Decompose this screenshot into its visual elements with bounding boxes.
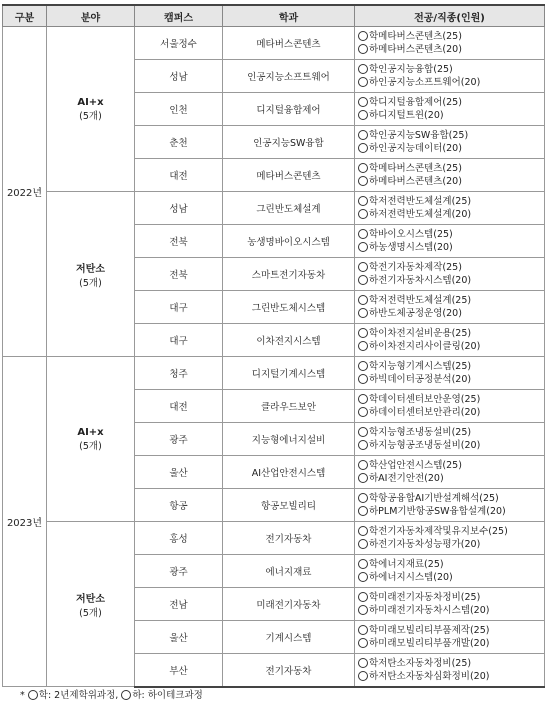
circle-icon: [358, 539, 368, 549]
major-line: [358, 76, 544, 89]
majors-cell: [355, 588, 545, 621]
table-row: [3, 192, 545, 225]
major-line: [358, 459, 544, 472]
dept-cell: 기계시스템: [223, 621, 355, 654]
dept-cell: 농생명바이오시스템: [223, 225, 355, 258]
circle-icon: [358, 374, 368, 384]
circle-icon: [358, 308, 368, 318]
majors-cell: [355, 291, 545, 324]
dept-cell: 이차전지시스템: [223, 324, 355, 357]
major-line: [358, 340, 544, 353]
circle-icon: [358, 559, 368, 569]
header-dept: 학과: [223, 5, 355, 27]
majors-cell: [355, 192, 545, 225]
major-line: [358, 261, 544, 274]
major-text: 학이차전지설비운용(25): [369, 328, 472, 339]
field-cell: [47, 522, 135, 687]
majors-cell: [355, 258, 545, 291]
major-line: [358, 525, 544, 538]
major-text: 하빅데이터공정분석(20): [369, 374, 472, 385]
major-text: 하지능형공조냉동설비(20): [369, 440, 481, 451]
campus-cell: 인천: [135, 93, 223, 126]
circle-icon: [358, 361, 368, 371]
major-line: [358, 558, 544, 571]
circle-icon: [358, 394, 368, 404]
dept-cell: 미래전기자동차: [223, 588, 355, 621]
circle-icon: [358, 625, 368, 635]
major-text: 하이차전지리사이클링(20): [369, 341, 481, 352]
dept-cell: 디지털융합제어: [223, 93, 355, 126]
major-text: 학지능형기계시스템(25): [369, 361, 472, 372]
campus-cell: 춘천: [135, 126, 223, 159]
major-text: 학디지털융합제어(25): [369, 97, 462, 108]
campus-cell: 전북: [135, 225, 223, 258]
campus-cell: 대전: [135, 159, 223, 192]
major-text: 학지능형조냉동설비(25): [369, 427, 472, 438]
major-line: [358, 175, 544, 188]
major-text: 학데이터센터보안운영(25): [369, 394, 481, 405]
campus-cell: 대전: [135, 390, 223, 423]
major-line: [358, 604, 544, 617]
majors-cell: [355, 654, 545, 687]
circle-icon: [358, 341, 368, 351]
circle-icon: [358, 64, 368, 74]
campus-cell: 전북: [135, 258, 223, 291]
circle-icon: [358, 242, 368, 252]
dept-cell: 인공지능소프트웨어: [223, 60, 355, 93]
circle-icon: [358, 130, 368, 140]
dept-cell: 인공지능SW융합: [223, 126, 355, 159]
circle-icon: [358, 493, 368, 503]
major-text: 학미래전기자동차정비(25): [369, 592, 481, 603]
majors-cell: [355, 159, 545, 192]
field-cell: [47, 357, 135, 522]
major-text: 하데이터센터보안관리(20): [369, 407, 481, 418]
major-line: [358, 96, 544, 109]
major-text: 학저전력반도체설계(25): [369, 196, 472, 207]
circle-icon: [358, 407, 368, 417]
circle-icon: [358, 262, 368, 272]
year-cell: 2022년: [3, 27, 47, 357]
circle-icon: [358, 97, 368, 107]
circle-icon: [358, 275, 368, 285]
campus-cell: 대구: [135, 324, 223, 357]
field-count: (5개): [79, 110, 102, 122]
major-line: [358, 505, 544, 518]
circle-icon: [358, 526, 368, 536]
major-line: [358, 208, 544, 221]
major-line: [358, 43, 544, 56]
major-text: 학저전력반도체설계(25): [369, 295, 472, 306]
major-line: [358, 195, 544, 208]
header-campus: 캠퍼스: [135, 5, 223, 27]
circle-icon: [358, 163, 368, 173]
footnote: [20, 687, 203, 701]
majors-cell: [355, 522, 545, 555]
major-text: 하인공지능데이터(20): [369, 143, 462, 154]
major-text: 하메타버스콘텐츠(20): [369, 44, 462, 55]
major-line: [358, 30, 544, 43]
dept-cell: 디지털기계시스템: [223, 357, 355, 390]
majors-cell: [355, 60, 545, 93]
major-text: 하AI전기안전(20): [369, 473, 444, 484]
major-text: 학바이오시스템(25): [369, 229, 453, 240]
circle-icon: [358, 44, 368, 54]
campus-cell: 울산: [135, 456, 223, 489]
major-line: [358, 439, 544, 452]
major-line: [358, 538, 544, 551]
circle-icon: [358, 196, 368, 206]
header-row: [3, 5, 545, 27]
dept-cell: 그린반도체시스템: [223, 291, 355, 324]
major-text: 학저탄소자동차정비(25): [369, 657, 472, 669]
major-text: 하전기자동차성능평가(20): [369, 539, 481, 550]
circle-icon: [358, 440, 368, 450]
field-name: AI+x: [77, 426, 104, 438]
circle-icon: [358, 209, 368, 219]
major-line: [358, 360, 544, 373]
campus-cell: 성남: [135, 192, 223, 225]
dept-cell: 그린반도체설계: [223, 192, 355, 225]
major-text: 하미래모빌리티부품개발(20): [369, 638, 490, 649]
major-line: [358, 129, 544, 142]
majors-cell: [355, 555, 545, 588]
field-name: AI+x: [77, 96, 104, 108]
campus-cell: 대구: [135, 291, 223, 324]
header-gubun: 구분: [3, 5, 47, 27]
footnote-part1: 학: 2년제학위과정,: [38, 690, 119, 701]
major-line: [358, 241, 544, 254]
major-line: [358, 426, 544, 439]
field-count: (5개): [79, 607, 102, 619]
campus-cell: 청주: [135, 357, 223, 390]
circle-icon: [28, 690, 38, 700]
circle-icon: [358, 638, 368, 648]
major-line: [358, 393, 544, 406]
major-line: [358, 109, 544, 122]
circle-icon: [358, 77, 368, 87]
major-line: [358, 162, 544, 175]
campus-cell: 광주: [135, 423, 223, 456]
majors-cell: [355, 456, 545, 489]
campus-cell: 성남: [135, 60, 223, 93]
major-line: [358, 307, 544, 320]
circle-icon: [358, 31, 368, 41]
major-text: 학전기자동차제작및유지보수(25): [369, 526, 508, 537]
field-cell: [47, 192, 135, 357]
majors-cell: [355, 489, 545, 522]
major-text: 학미래모빌리티부품제작(25): [369, 625, 490, 636]
circle-icon: [358, 460, 368, 470]
majors-cell: [355, 93, 545, 126]
major-line: [358, 373, 544, 386]
major-text: 하디지털트윈(20): [369, 110, 444, 121]
majors-cell: [355, 357, 545, 390]
header-majors: 전공/직종(인원): [355, 5, 545, 27]
major-line: [358, 63, 544, 76]
major-line: [358, 274, 544, 287]
footnote-part2: 하: 하이테크과정: [132, 690, 203, 701]
major-text: 학항공융합AI기반설계해석(25): [369, 493, 499, 504]
campus-cell: 전남: [135, 588, 223, 621]
major-line: [358, 472, 544, 485]
majors-cell: [355, 390, 545, 423]
major-text: 하반도체공정운영(20): [369, 308, 462, 319]
majors-cell: [355, 225, 545, 258]
major-line: [358, 142, 544, 155]
dept-cell: 메타버스콘텐츠: [223, 27, 355, 60]
major-text: 학인공지능SW융합(25): [369, 130, 469, 141]
major-line: [358, 228, 544, 241]
circle-icon: [358, 572, 368, 582]
major-line: [358, 571, 544, 584]
circle-icon: [121, 690, 131, 700]
footnote-star: *: [20, 690, 25, 701]
majors-cell: [355, 324, 545, 357]
campus-cell: 울산: [135, 621, 223, 654]
field-count: (5개): [79, 277, 102, 289]
major-text: 학메타버스콘텐츠(25): [369, 31, 462, 42]
field-cell: [47, 27, 135, 192]
field-name: 저탄소: [76, 593, 105, 605]
header-field: 분야: [47, 5, 135, 27]
major-line: [358, 492, 544, 505]
dept-cell: 전기자동차: [223, 654, 355, 687]
year-cell: 2023년: [3, 357, 47, 687]
dept-cell: 전기자동차: [223, 522, 355, 555]
major-line: [358, 591, 544, 604]
dept-cell: 항공모빌리티: [223, 489, 355, 522]
major-text: 하저탄소자동차심화정비(20): [369, 670, 490, 682]
table-row: [3, 522, 545, 555]
circle-icon: [358, 605, 368, 615]
program-table: [2, 4, 545, 688]
major-text: 하전기자동차시스템(20): [369, 275, 472, 286]
majors-cell: [355, 126, 545, 159]
major-line: [358, 294, 544, 307]
circle-icon: [358, 328, 368, 338]
dept-cell: 지능형에너지설비: [223, 423, 355, 456]
table-body: [3, 27, 545, 687]
major-text: 학에너지재료(25): [369, 559, 444, 570]
dept-cell: 클라우드보안: [223, 390, 355, 423]
circle-icon: [358, 506, 368, 516]
major-line: [358, 637, 544, 650]
dept-cell: 스마트전기자동차: [223, 258, 355, 291]
major-text: 하인공지능소프트웨어(20): [369, 77, 481, 88]
circle-icon: [358, 671, 368, 681]
campus-cell: 항공: [135, 489, 223, 522]
circle-icon: [358, 427, 368, 437]
major-line: [358, 327, 544, 340]
campus-cell: 광주: [135, 555, 223, 588]
circle-icon: [358, 658, 368, 668]
major-text: 학인공지능융합(25): [369, 64, 453, 75]
dept-cell: AI산업안전시스템: [223, 456, 355, 489]
campus-cell: 서울정수: [135, 27, 223, 60]
field-count: (5개): [79, 440, 102, 452]
major-text: 학산업안전시스템(25): [369, 460, 462, 471]
major-text: 학메타버스콘텐츠(25): [369, 163, 462, 174]
majors-cell: [355, 423, 545, 456]
major-line: [358, 624, 544, 637]
circle-icon: [358, 592, 368, 602]
campus-cell: 부산: [135, 654, 223, 687]
table-row: [3, 357, 545, 390]
majors-cell: [355, 621, 545, 654]
circle-icon: [358, 110, 368, 120]
majors-cell: [355, 27, 545, 60]
major-text: 하PLM기반항공SW융합설계(20): [369, 506, 506, 517]
major-text: 하농생명시스템(20): [369, 242, 453, 253]
circle-icon: [358, 229, 368, 239]
major-text: 하미래전기자동차시스템(20): [369, 605, 490, 616]
table-row: [3, 27, 545, 60]
major-text: 학전기자동차제작(25): [369, 262, 462, 273]
circle-icon: [358, 143, 368, 153]
major-line: [358, 670, 544, 683]
major-line: [358, 406, 544, 419]
major-text: 하저전력반도체설계(20): [369, 209, 472, 220]
circle-icon: [358, 176, 368, 186]
major-line: [358, 657, 544, 670]
campus-cell: 홍성: [135, 522, 223, 555]
circle-icon: [358, 473, 368, 483]
major-text: 하에너지시스템(20): [369, 572, 453, 583]
dept-cell: 메타버스콘텐츠: [223, 159, 355, 192]
field-name: 저탄소: [76, 263, 105, 275]
dept-cell: 에너지재료: [223, 555, 355, 588]
major-text: 하메타버스콘텐츠(20): [369, 176, 462, 187]
circle-icon: [358, 295, 368, 305]
